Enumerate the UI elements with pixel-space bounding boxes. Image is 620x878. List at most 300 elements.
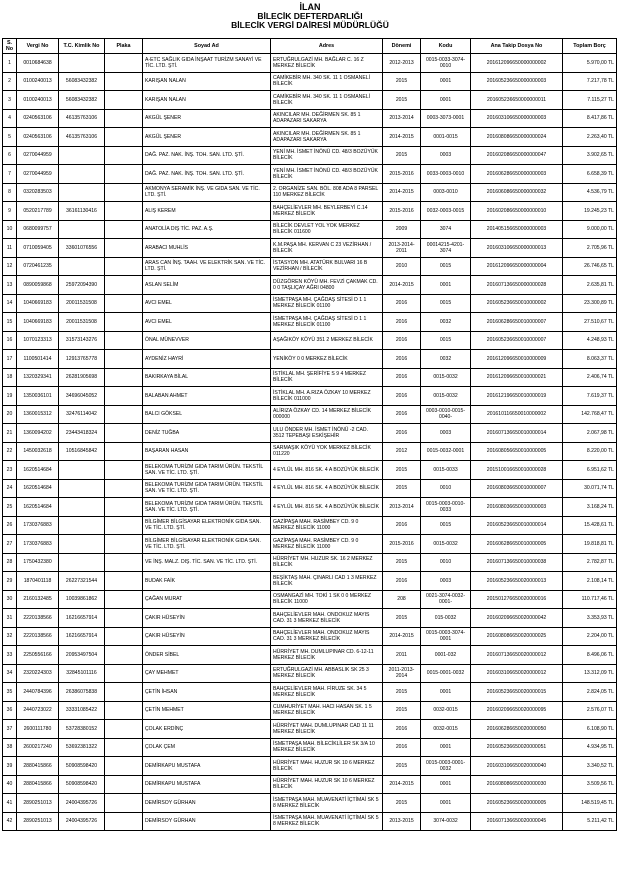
cell-toplam-borc: 8.417,86 TL [563,109,617,128]
cell-plaka [105,757,143,776]
table-row [3,720,617,739]
cell-donemi: 2015-2016 [383,202,421,221]
cell-adres: GAZİPAŞA MAH. RASİMBEY CD. 9 0 MERKEZ BİLECİK 11000 [271,535,383,554]
cell-sno: 26 [3,516,17,535]
cell-adres: DÜZGÖREN KÖYÜ MH. FEVZİ ÇAKMAK CD. 0 0 TAŞLIÇAY AĞRI 04800 [271,276,383,295]
cell-toplam-borc: 5.970,00 TL [563,54,617,73]
cell-kodu: 0015-0033 [421,461,471,480]
cell-plaka [105,775,143,794]
cell-vergi-no: 2880415866 [17,775,59,794]
cell-sno: 11 [3,239,17,258]
cell-vergi-no: 1040669183 [17,313,59,332]
cell-soyad-ad: AKGÜL ŞENER [143,128,271,147]
table-row [3,516,617,535]
cell-soyad-ad: KARIŞAN NALAN [143,72,271,91]
cell-plaka [105,424,143,443]
cell-donemi: 2015-2016 [383,165,421,184]
cell-vergi-no: 1450032618 [17,442,59,461]
cell-adres: İSMETPAŞA MAH. MUAVENATİ İÇTİMAİ SK 5 8 MERKEZ BİLECİK [271,794,383,813]
cell-plaka [105,442,143,461]
cell-adres: BAHÇELİEVLER MAH. ONDOKUZ MAYIS CAD. 31 3 MERKEZ BİLECİK [271,609,383,628]
cell-dosya-no: 201405156650000000003 [471,220,563,239]
cell-soyad-ad: ARABACI MUHLİS [143,239,271,258]
table-row [3,627,617,646]
table-row [3,54,617,73]
cell-dosya-no: 201607136650020000012 [471,646,563,665]
cell-soyad-ad: KARIŞAN NALAN [143,91,271,110]
cell-vergi-no: 0520217789 [17,202,59,221]
cell-vergi-no: 0710059405 [17,239,59,258]
table-row [3,479,617,498]
cell-tc-kimlik [59,479,105,498]
cell-vergi-no: 0680099757 [17,220,59,239]
cell-dosya-no: 201605236650020000015 [471,683,563,702]
cell-donemi: 2016 [383,516,421,535]
cell-kodu: 0032-0015 [421,701,471,720]
cell-soyad-ad: AVCI EMEL [143,294,271,313]
cell-tc-kimlik: 20011531508 [59,313,105,332]
cell-kodu: 0032-0015 [421,720,471,739]
table-row [3,498,617,517]
cell-adres: AŞAĞIKÖY KÖYÜ 351 2 MERKEZ BİLECİK [271,331,383,350]
cell-toplam-borc: 6.108,90 TL [563,720,617,739]
cell-plaka [105,313,143,332]
cell-toplam-borc: 2.108,14 TL [563,572,617,591]
cell-adres: İSTİKLAL MH. ŞERİFİYE S 9 4 MERKEZ BİLECİK [271,368,383,387]
col-header-soyad-ad: Soyad Ad [143,39,271,54]
cell-donemi: 2014-2015 [383,775,421,794]
cell-dosya-no: 201607136650010000014 [471,424,563,443]
cell-toplam-borc: 8.496,06 TL [563,646,617,665]
cell-sno: 35 [3,683,17,702]
cell-plaka [105,220,143,239]
cell-kodu: 0001 [421,775,471,794]
cell-donemi: 2016 [383,313,421,332]
cell-dosya-no: 201510016650010000028 [471,461,563,480]
cell-soyad-ad: ÇAKIR HÜSEYİN [143,609,271,628]
cell-dosya-no: 201602086650000000047 [471,146,563,165]
cell-plaka [105,720,143,739]
cell-tc-kimlik: 16216657914 [59,627,105,646]
cell-soyad-ad: BUDAK FAİK [143,572,271,591]
cell-donemi: 2015 [383,91,421,110]
cell-vergi-no: 1100501414 [17,350,59,369]
cell-tc-kimlik [59,165,105,184]
cell-vergi-no: 2220138566 [17,627,59,646]
cell-vergi-no: 2890251013 [17,812,59,831]
cell-dosya-no: 201602096650020000042 [471,609,563,628]
cell-plaka [105,350,143,369]
cell-adres: HÜRRİYET MH. HUZUR SK. 16 2 MERKEZ BİLECİK [271,553,383,572]
cell-kodu: 3074-0032 [421,812,471,831]
cell-dosya-no: 201610116650010000002 [471,405,563,424]
cell-sno: 3 [3,91,17,110]
cell-sno: 9 [3,202,17,221]
cell-soyad-ad: BALCI GÖKSEL [143,405,271,424]
cell-donemi: 2012 [383,442,421,461]
cell-donemi: 2014-2015 [383,183,421,202]
cell-adres: YENİ MH. İSMET İNÖNÜ CD. 48/3 BOZÜYÜK BİLECİK [271,146,383,165]
cell-donemi: 208 [383,590,421,609]
table-row [3,646,617,665]
cell-adres: İSMETPAŞA MAH. BİLECİKLİLER SK 3/A 10 MERKEZ BİLECİK [271,738,383,757]
cell-soyad-ad: BALABAN AHMET [143,387,271,406]
cell-vergi-no: 1070123313 [17,331,59,350]
cell-plaka [105,405,143,424]
cell-kodu: 0015 [421,516,471,535]
cell-adres: ERTUĞRULGAZİ MH. ABBASLIK SK 25 3 MERKEZ BİLECİK [271,664,383,683]
cell-soyad-ad: AKGÜL ŞENER [143,109,271,128]
cell-vergi-no: 0270044959 [17,146,59,165]
cell-tc-kimlik: 56083432382 [59,72,105,91]
cell-donemi: 2016 [383,572,421,591]
cell-plaka [105,276,143,295]
cell-soyad-ad: AYDENİZ HAYRİ [143,350,271,369]
cell-toplam-borc: 3.353,93 TL [563,609,617,628]
cell-tc-kimlik: 46135763106 [59,109,105,128]
cell-donemi: 2016 [383,405,421,424]
cell-vergi-no: 0240563106 [17,128,59,147]
cell-tc-kimlik: 32845101116 [59,664,105,683]
cell-sno: 24 [3,479,17,498]
cell-adres: 4 EYLÜL MH. 816 SK. 4 A BOZÜYÜK BİLECİK [271,479,383,498]
cell-sno: 41 [3,794,17,813]
cell-sno: 15 [3,313,17,332]
cell-toplam-borc: 3.340,52 TL [563,757,617,776]
cell-tc-kimlik: 56083432382 [59,91,105,110]
cell-vergi-no: 2320224303 [17,664,59,683]
table-row [3,572,617,591]
cell-tc-kimlik: 26386075838 [59,683,105,702]
cell-donemi: 2015 [383,609,421,628]
cell-sno: 38 [3,738,17,757]
cell-vergi-no: 2440784396 [17,683,59,702]
cell-kodu: 0032-0003-0015 [421,202,471,221]
cell-donemi: 2009 [383,220,421,239]
cell-toplam-borc: 2.635,81 TL [563,276,617,295]
cell-kodu: 00014215-4201-3074 [421,239,471,258]
cell-soyad-ad: BAKIRKAYA BİLAL [143,368,271,387]
cell-donemi: 2014-2015 [383,128,421,147]
cell-tc-kimlik: 10039861862 [59,590,105,609]
cell-soyad-ad: VE İNŞ. MALZ. DIŞ. TİC. SAN. VE TİC. LTD. ŞTİ. [143,553,271,572]
cell-dosya-no: 201612196650010000019 [471,387,563,406]
cell-soyad-ad: BELEKOMA TURİZM GIDA TARIM ÜRÜN. TEKSTİL SAN. VE TİC. LTD. ŞTİ. [143,479,271,498]
cell-soyad-ad: BELEKOMA TURİZM GIDA TARIM ÜRÜN. TEKSTİL SAN. VE TİC. LTD. ŞTİ. [143,461,271,480]
cell-toplam-borc: 2.782,87 TL [563,553,617,572]
cell-sno: 32 [3,627,17,646]
cell-plaka [105,812,143,831]
cell-toplam-borc: 7.115,27 TL [563,91,617,110]
cell-tc-kimlik [59,183,105,202]
cell-sno: 13 [3,276,17,295]
cell-donemi: 2016 [383,738,421,757]
cell-tc-kimlik: 53728380152 [59,720,105,739]
table-header-row [3,39,617,54]
document-header [0,0,620,30]
cell-donemi: 2016 [383,368,421,387]
cell-donemi: 2015 [383,461,421,480]
cell-toplam-borc: 3.509,56 TL [563,775,617,794]
cell-adres: 4 EYLÜL MH. 816 SK. 4 A BOZÜYÜK BİLECİK [271,461,383,480]
cell-adres: HÜRRİYET MAH. HUZUR SK 10 6 MERKEZ BİLECİK [271,775,383,794]
cell-soyad-ad: AVCI EMEL [143,313,271,332]
table-row [3,609,617,628]
cell-vergi-no: 1620514684 [17,498,59,517]
cell-dosya-no: 201608086650020000030 [471,775,563,794]
cell-vergi-no: 0270044959 [17,165,59,184]
cell-vergi-no: 2440723022 [17,701,59,720]
cell-tc-kimlik [59,146,105,165]
cell-toplam-borc: 26.746,65 TL [563,257,617,276]
table-row [3,535,617,554]
cell-toplam-borc: 4.536,79 TL [563,183,617,202]
cell-donemi: 2015-2016 [383,535,421,554]
cell-soyad-ad: BİLGİMER BİLGİSAYAR ELEKTRONİK GIDA SAN. VE TİC. LTD. ŞTİ. [143,535,271,554]
cell-kodu: 0015-0003-0001-0032 [421,757,471,776]
cell-adres: 4 EYLÜL MH. 816 SK. 4 A BOZÜYÜK BİLECİK [271,498,383,517]
cell-donemi: 2015 [383,146,421,165]
cell-tc-kimlik: 24004395726 [59,812,105,831]
cell-sno: 30 [3,590,17,609]
cell-tc-kimlik: 46135763106 [59,128,105,147]
cell-kodu: 0015 [421,331,471,350]
cell-tc-kimlik: 50908598420 [59,757,105,776]
cell-plaka [105,387,143,406]
cell-tc-kimlik [59,461,105,480]
cell-dosya-no: 201606286650010000005 [471,535,563,554]
cell-vergi-no: 1730376883 [17,535,59,554]
cell-dosya-no: 201501276650020000016 [471,590,563,609]
cell-toplam-borc: 142.768,47 TL [563,405,617,424]
cell-toplam-borc: 6.658,39 TL [563,165,617,184]
cell-vergi-no: 0010684638 [17,54,59,73]
cell-dosya-no: 201607136650020000045 [471,812,563,831]
cell-adres: HÜRRİYET MH. DUMLUPINAR CD. 6-12-11 MERKEZ BİLECİK [271,646,383,665]
cell-sno: 37 [3,720,17,739]
cell-adres: BAHÇELİEVLER MAH. ONDOKUZ MAYIS CAD. 31 3 MERKEZ BİLECİK [271,627,383,646]
cell-kodu: 0001-032 [421,646,471,665]
cell-tc-kimlik: 33601076556 [59,239,105,258]
cell-vergi-no: 2880415866 [17,757,59,776]
cell-kodu: 3074 [421,220,471,239]
cell-tc-kimlik [59,54,105,73]
table-row [3,794,617,813]
cell-soyad-ad: ANATOLİA DIŞ TİC. PAZ. A.Ş. [143,220,271,239]
cell-donemi: 2016 [383,331,421,350]
cell-plaka [105,239,143,258]
cell-kodu: 0015-0003-0010-0033 [421,498,471,517]
cell-adres: BEŞİKTAŞ MAH. ÇINARLI CAD 1 3 MERKEZ BİLECİK [271,572,383,591]
cell-soyad-ad: AKMONYA SERAMİK İNŞ. VE GIDA SAN. VE TİC. LTD. ŞTİ. [143,183,271,202]
cell-tc-kimlik: 24004395726 [59,794,105,813]
cell-donemi: 2013-2015 [383,812,421,831]
cell-vergi-no: 2160132485 [17,590,59,609]
cell-vergi-no: 1040669183 [17,294,59,313]
cell-donemi: 2016 [383,720,421,739]
cell-kodu: 0003 [421,146,471,165]
cell-sno: 33 [3,646,17,665]
cell-kodu: 0015-0032 [421,387,471,406]
cell-adres: İSMETPAŞA MAH. MUAVENATİ İÇTİMAİ SK 5 8 MERKEZ BİLECİK [271,812,383,831]
cell-toplam-borc: 27.510,67 TL [563,313,617,332]
cell-donemi: 2015 [383,479,421,498]
cell-adres: ULU ÖNDER MH. İSMET İNÖNÜ -2 CAD. 3512 TEPEBAŞI ESKİŞEHİR [271,424,383,443]
cell-soyad-ad: DAĞ. PAZ. NAK. İNŞ. TOH. SAN. LTD. ŞTİ. [143,146,271,165]
cell-tc-kimlik: 26227321544 [59,572,105,591]
cell-dosya-no: 201606286650020000050 [471,720,563,739]
cell-donemi: 2016 [383,350,421,369]
cell-dosya-no: 201612096650010000009 [471,350,563,369]
cell-tc-kimlik: 32476114042 [59,405,105,424]
cell-toplam-borc: 8.220,00 TL [563,442,617,461]
cell-adres: CAMİKEBİR MH. 340 SK. 11 1 OSMANELİ BİLECİK [271,72,383,91]
cell-sno: 19 [3,387,17,406]
table-row [3,757,617,776]
cell-sno: 36 [3,701,17,720]
cell-donemi: 2012-2013 [383,54,421,73]
cell-donemi: 2013-2014-2011 [383,239,421,258]
cell-donemi: 2016 [383,294,421,313]
cell-kodu: 0003-3073-0001 [421,109,471,128]
cell-kodu: 0001 [421,794,471,813]
cell-vergi-no: 0240563106 [17,109,59,128]
cell-sno: 29 [3,572,17,591]
cell-plaka [105,498,143,517]
cell-sno: 40 [3,775,17,794]
cell-plaka [105,183,143,202]
cell-kodu: 0015-0003-3074-0001 [421,627,471,646]
table-row [3,683,617,702]
table-row [3,553,617,572]
cell-soyad-ad: ÇAY MEHMET [143,664,271,683]
cell-adres: CAMİKEBİR MH. 340 SK. 11 1 OSMANELİ BİLECİK [271,91,383,110]
table-row [3,442,617,461]
cell-dosya-no: 201607136650000000028 [471,276,563,295]
cell-toplam-borc: 5.211,42 TL [563,812,617,831]
cell-kodu: 0010 [421,553,471,572]
cell-toplam-borc: 4.248,93 TL [563,331,617,350]
cell-kodu: 0001 [421,276,471,295]
cell-soyad-ad: ASLAN SELİM [143,276,271,295]
cell-kodu: 0010 [421,479,471,498]
col-header-adres: Adres [271,39,383,54]
cell-plaka [105,72,143,91]
cell-kodu: 0015 [421,294,471,313]
cell-dosya-no: 201605236650010000007 [471,331,563,350]
cell-plaka [105,368,143,387]
cell-adres: ERTUĞRULGAZİ MH. BAĞLAR C. 16 Z MERKEZ BİLECİK [271,54,383,73]
cell-dosya-no: 201606086650000000032 [471,183,563,202]
cell-sno: 10 [3,220,17,239]
cell-toplam-borc: 110.717,46 TL [563,590,617,609]
table-row [3,664,617,683]
cell-soyad-ad: ARAS CAN İNŞ. TAAH. VE ELEKTRİK SAN. VE TİC. LTD. ŞTİ. [143,257,271,276]
cell-vergi-no: 2250556166 [17,646,59,665]
cell-plaka [105,202,143,221]
cell-toplam-borc: 30.071,74 TL [563,479,617,498]
cell-plaka [105,479,143,498]
cell-plaka [105,609,143,628]
cell-dosya-no: 201612096650000000002 [471,54,563,73]
cell-sno: 14 [3,294,17,313]
cell-sno: 28 [3,553,17,572]
cell-toplam-borc: 7.619,37 TL [563,387,617,406]
cell-kodu: 015-0032 [421,609,471,628]
header-office: BİLECİK DEFTERDARLIĞI [257,11,363,21]
cell-toplam-borc: 2.263,40 TL [563,128,617,147]
table-row [3,276,617,295]
cell-tc-kimlik: 16216657914 [59,609,105,628]
cell-tc-kimlik: 20011531508 [59,294,105,313]
cell-sno: 5 [3,128,17,147]
cell-sno: 31 [3,609,17,628]
cell-dosya-no: 201605236650010000014 [471,516,563,535]
cell-kodu: 0001 [421,683,471,702]
cell-adres: AKINCILAR MH. DEĞİRMEN SK. 85 1 ADAPAZARI SAKARYA [271,128,383,147]
cell-soyad-ad: DEMİRSOY GÜRHAN [143,794,271,813]
cell-plaka [105,553,143,572]
cell-adres: AKINCILAR MH. DEĞİRMEN SK. 85 1 ADAPAZARI SAKARYA [271,109,383,128]
table-row [3,239,617,258]
table-row [3,368,617,387]
cell-tc-kimlik: 50908598420 [59,775,105,794]
cell-toplam-borc: 2.067,98 TL [563,424,617,443]
cell-tc-kimlik [59,516,105,535]
cell-dosya-no: 201612096650010000021 [471,368,563,387]
table-row [3,294,617,313]
cell-soyad-ad: A-ETC SAĞLIK GIDA İNŞAAT TURİZM SANAYİ VE TİC. LTD. ŞTİ. [143,54,271,73]
cell-toplam-borc: 8.063,37 TL [563,350,617,369]
cell-sno: 17 [3,350,17,369]
cell-donemi: 2014-2015 [383,276,421,295]
cell-kodu: 0001-0015 [421,128,471,147]
table-row [3,183,617,202]
cell-kodu: 0001 [421,91,471,110]
cell-kodu: 0003-0010 [421,183,471,202]
cell-soyad-ad: DEMİRKAPU MUSTAFA [143,775,271,794]
cell-dosya-no: 201605236650000000003 [471,72,563,91]
cell-sno: 16 [3,331,17,350]
cell-tc-kimlik: 36161130416 [59,202,105,221]
cell-kodu: 0001 [421,72,471,91]
cell-tc-kimlik [59,553,105,572]
col-header-toplam-borc: Toplam Borç [563,39,617,54]
table-row [3,91,617,110]
cell-toplam-borc: 3.902,65 TL [563,146,617,165]
cell-sno: 12 [3,257,17,276]
cell-dosya-no: 201602096650020000095 [471,701,563,720]
cell-soyad-ad: ALIŞ KEREM [143,202,271,221]
cell-toplam-borc: 9.000,00 TL [563,220,617,239]
cell-plaka [105,331,143,350]
cell-dosya-no: 201607136650010000038 [471,553,563,572]
cell-dosya-no: 201608086650000000024 [471,128,563,147]
cell-donemi: 2015 [383,757,421,776]
cell-tc-kimlik: 31573143276 [59,331,105,350]
cell-plaka [105,516,143,535]
cell-toplam-borc: 2.705,96 TL [563,239,617,258]
cell-dosya-no: 201608086650020000025 [471,627,563,646]
cell-plaka [105,535,143,554]
table-row [3,387,617,406]
cell-dosya-no: 201608036650010000003 [471,498,563,517]
cell-kodu: 0003 [421,424,471,443]
cell-kodu: 0032 [421,313,471,332]
cell-soyad-ad: DAĞ. PAZ. NAK. İNŞ. TOH. SAN. LTD. ŞTİ. [143,165,271,184]
cell-kodu: 0033-0003-0010 [421,165,471,184]
cell-dosya-no: 201603106650000000003 [471,109,563,128]
